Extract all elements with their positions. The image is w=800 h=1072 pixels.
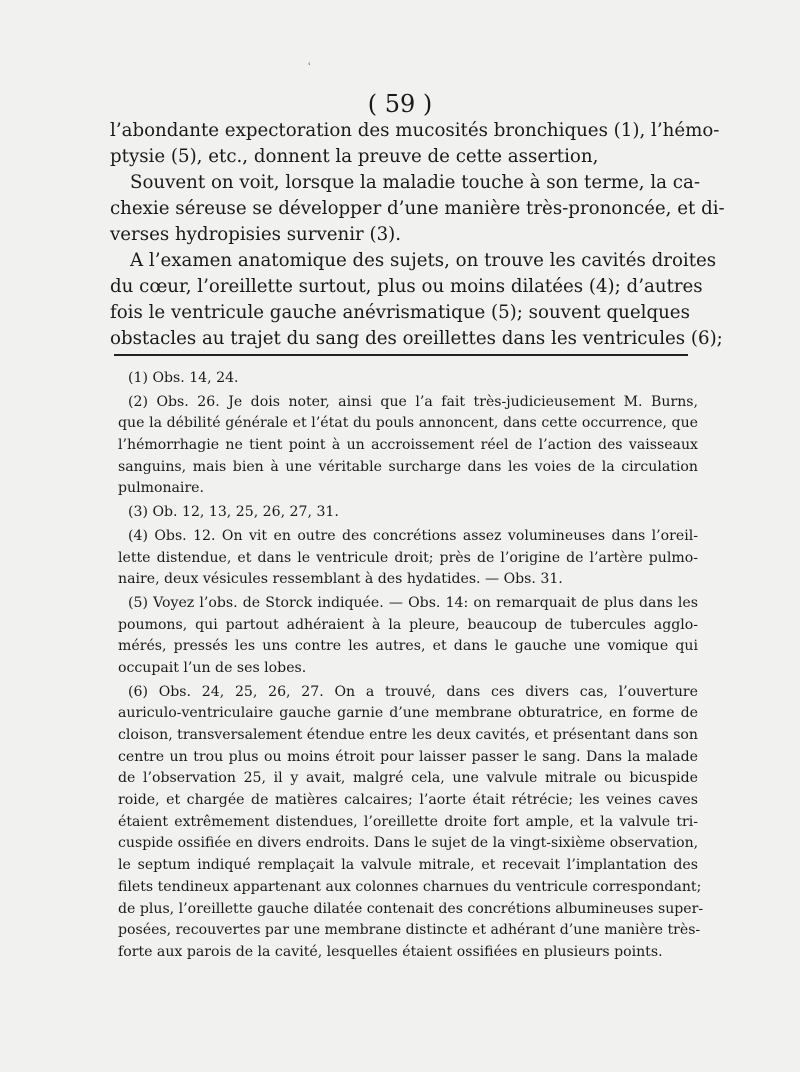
- main-line: verses hydropisies survenir (3).: [110, 224, 402, 245]
- footnote-2: [118, 392, 698, 500]
- footnote-divider: [114, 354, 688, 356]
- footnote-line: cloison, transversalement étendue entre les deux cavités, et présentant dans son: [118, 727, 698, 743]
- footnote-line: lette distendue, et dans le ventricule droit; près de l’origine de l’artère pulmo-: [118, 549, 698, 566]
- footnote-line: de plus, l’oreillette gauche dilatée contenait des concrétions albumineuses super-: [118, 900, 704, 917]
- footnote-5: [118, 593, 698, 680]
- footnote-line: que la débilité générale et l’état du pouls annoncent, dans cette occurrence, que: [118, 415, 698, 432]
- main-line: A l’examen anatomique des sujets, on trouve les cavités droites: [130, 250, 717, 271]
- footnote-line: posées, recouvertes par une membrane distincte et adhérant d’une manière très-: [118, 922, 701, 939]
- footnote-line: (5) Voyez l’obs. de Storck indiquée. — Obs. 14: on remarquait de plus dans les: [128, 594, 698, 611]
- footnote-line: occupait l’un de ses lobes.: [118, 659, 307, 676]
- main-line: fois le ventricule gauche anévrismatique (5); souvent quelques: [110, 302, 690, 323]
- footnote-line: cuspide ossifiée en divers endroits. Dans le sujet de la vingt-sixième observation,: [118, 835, 699, 852]
- main-line: chexie séreuse se développer d’une manière très-prononcée, et di-: [110, 198, 725, 219]
- footnote-line: forte aux parois de la cavité, lesquelles étaient ossifiées en plusieurs points.: [118, 943, 663, 960]
- main-line: l’abondante expectoration des mucosités bronchiques (1), l’hémo-: [110, 120, 720, 141]
- footnote-line: roide, et chargée de matières calcaires; l’aorte était rétrécie; les veines caves: [118, 792, 698, 809]
- footnote-3: [118, 502, 698, 524]
- footnote-6: [118, 682, 704, 964]
- footnote-line: de l’observation 25, il y avait, malgré cela, une valvule mitrale ou bicuspide: [118, 770, 698, 787]
- footnote-4: [118, 526, 698, 591]
- footnotes: [118, 366, 704, 964]
- footnote-line: centre un trou plus ou moins étroit pour laisser passer le sang. Dans la malade: [118, 748, 698, 765]
- footnote-line: filets tendineux appartenant aux colonnes charnues du ventricule correspondant;: [118, 878, 702, 895]
- footnote-line: (1) Obs. 14, 24.: [128, 370, 239, 386]
- footnote-line: poumons, qui partout adhéraient à la pleure, beaucoup de tubercules agglo-: [118, 616, 698, 633]
- top-mark: ʿ: [308, 62, 312, 73]
- footnote-line: le septum indiqué remplaçait la valvule mitrale, et recevait l’implantation des: [118, 857, 698, 874]
- main-line: Souvent on voit, lorsque la maladie touche à son terme, la ca-: [130, 172, 700, 193]
- footnote-line: naire, deux vésicules ressemblant à des hydatides. — Obs. 31.: [118, 571, 563, 588]
- main-text-block: [110, 118, 725, 352]
- footnote-line: étaient extrêmement distendues, l’oreillette droite fort ample, et la valvule tri-: [118, 813, 698, 830]
- footnote-line: sanguins, mais bien à une véritable surcharge dans les voies de la circulation: [118, 458, 698, 475]
- main-line: ptysie (5), etc., donnent la preuve de cette assertion,: [110, 146, 599, 167]
- footnote-line: auriculo-ventriculaire gauche garnie d’une membrane obturatrice, en forme de: [118, 705, 698, 722]
- footnote-line: pulmonaire.: [118, 480, 205, 497]
- footnote-line: (6) Obs. 24, 25, 26, 27. On a trouvé, dans ces divers cas, l’ouverture: [128, 683, 698, 700]
- footnote-line: (2) Obs. 26. Je dois noter, ainsi que l’a fait très-judicieusement M. Burns,: [128, 393, 698, 410]
- footnote-line: (4) Obs. 12. On vit en outre des concrétions assez volumineuses dans l’oreil-: [128, 527, 698, 544]
- footnote-line: (3) Ob. 12, 13, 25, 26, 27, 31.: [128, 504, 339, 521]
- main-line: du cœur, l’oreillette surtout, plus ou moins dilatées (4); d’autres: [110, 276, 703, 297]
- page-number: ( 59 ): [367, 90, 433, 118]
- main-line: obstacles au trajet du sang des oreillettes dans les ventricules (6);: [110, 328, 723, 349]
- footnote-line: mérés, pressés les uns contre les autres, et dans le gauche une vomique qui: [118, 638, 698, 655]
- footnote-1: [118, 368, 698, 390]
- footnote-line: l’hémorrhagie ne tient point à un accroissement réel de l’action des vaisseaux: [118, 437, 698, 454]
